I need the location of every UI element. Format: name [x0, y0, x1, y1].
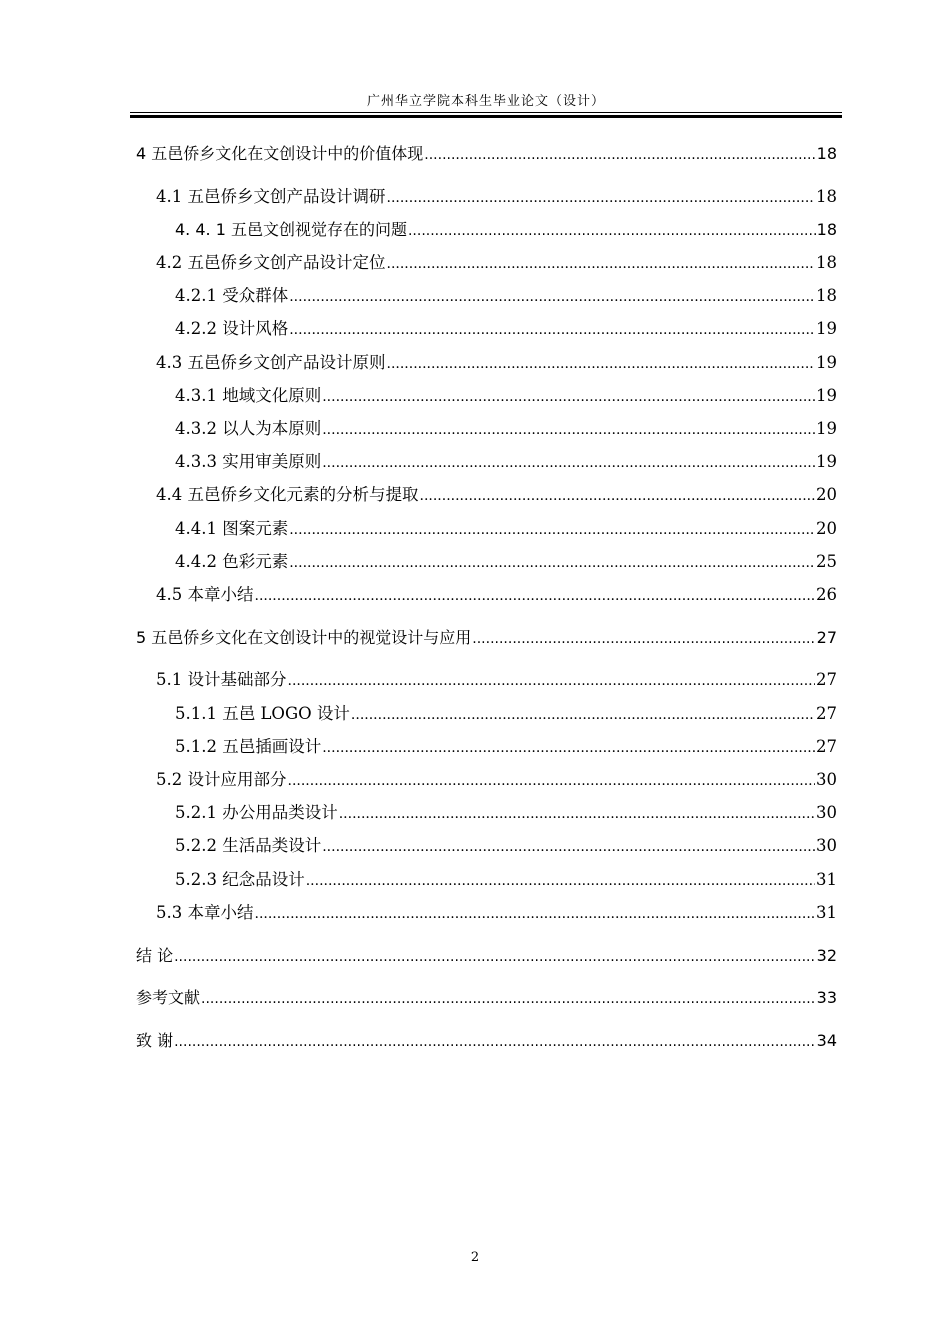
toc-title: 5.1.1 五邑 LOGO 设计	[175, 704, 350, 723]
toc-leader	[387, 188, 816, 208]
toc-title: 5.2.1 办公用品类设计	[175, 803, 338, 822]
toc-title: 4.4 五邑侨乡文化元素的分析与提取	[156, 485, 419, 504]
toc-leader	[387, 354, 816, 374]
toc-page: 18	[816, 144, 837, 163]
toc-page: 33	[816, 988, 837, 1007]
toc-page: 25	[816, 552, 837, 571]
toc-title: 结 论	[136, 946, 174, 965]
toc-title: 4.4.2 色彩元素	[175, 552, 289, 571]
toc-title: 参考文献	[136, 988, 201, 1007]
toc-page: 18	[816, 253, 837, 272]
toc-leader	[255, 904, 816, 924]
toc-entry-4-2[interactable]	[156, 253, 837, 274]
toc-entry-5-1-1[interactable]	[175, 704, 837, 725]
toc-title: 5 五邑侨乡文化在文创设计中的视觉设计与应用	[136, 628, 472, 647]
toc-title: 4. 4. 1 五邑文创视觉存在的问题	[175, 220, 407, 239]
toc-title: 5.1 设计基础部分	[156, 670, 287, 689]
toc-leader	[339, 804, 815, 824]
toc-page: 27	[816, 670, 837, 689]
toc-page: 27	[816, 737, 837, 756]
toc-entry-4-3-3[interactable]	[175, 452, 837, 473]
toc-leader	[420, 486, 816, 506]
toc-title: 5.2 设计应用部分	[156, 770, 287, 789]
toc-entry-acknowledgements[interactable]	[136, 1031, 837, 1052]
toc-leader	[408, 221, 816, 241]
toc-title: 4.3.2 以人为本原则	[175, 419, 322, 438]
toc-page: 30	[816, 803, 837, 822]
toc-leader	[289, 287, 815, 307]
toc-title: 致 谢	[136, 1031, 174, 1050]
toc-entry-4-2-2[interactable]	[175, 319, 837, 340]
running-header: 广州华立学院本科生毕业论文（设计）	[366, 94, 605, 109]
toc-entry-4-2-1[interactable]	[175, 286, 837, 307]
toc-title: 4.3.3 实用审美原则	[175, 452, 322, 471]
toc-leader	[322, 738, 815, 758]
toc-page: 20	[816, 485, 837, 504]
toc-title: 4.3.1 地域文化原则	[175, 386, 322, 405]
toc-entry-4-5[interactable]	[156, 585, 837, 606]
toc-entry-4-4-2[interactable]	[175, 552, 837, 573]
toc-leader	[472, 629, 815, 649]
toc-title: 5.1.2 五邑插画设计	[175, 737, 322, 756]
toc-leader	[351, 705, 815, 725]
toc-leader	[424, 145, 815, 165]
toc-page: 27	[816, 628, 837, 647]
toc-leader	[255, 586, 816, 606]
toc-page: 30	[816, 770, 837, 789]
toc-page: 18	[816, 286, 837, 305]
toc-page: 19	[816, 353, 837, 372]
toc-title: 5.3 本章小结	[156, 903, 254, 922]
toc-entry-4-4[interactable]	[156, 485, 837, 506]
toc-title: 4.3 五邑侨乡文创产品设计原则	[156, 353, 386, 372]
toc-leader	[322, 420, 815, 440]
toc-entry-5-2-3[interactable]	[175, 870, 837, 891]
toc-page: 20	[816, 519, 837, 538]
toc-entry-4-3-1[interactable]	[175, 386, 837, 407]
toc-title: 4.1 五邑侨乡文创产品设计调研	[156, 187, 386, 206]
toc-page: 19	[816, 419, 837, 438]
toc-page: 31	[816, 870, 837, 889]
toc-title: 5.2.2 生活品类设计	[175, 836, 322, 855]
toc-page: 18	[816, 187, 837, 206]
toc-leader	[288, 771, 816, 791]
toc-page: 32	[816, 946, 837, 965]
toc-entry-4-3-2[interactable]	[175, 419, 837, 440]
toc-title: 4.2.1 受众群体	[175, 286, 289, 305]
toc-page: 26	[816, 585, 837, 604]
toc-entry-5-2-2[interactable]	[175, 836, 837, 857]
toc-leader	[322, 837, 815, 857]
toc-page: 31	[816, 903, 837, 922]
toc-page: 19	[816, 452, 837, 471]
toc-page: 30	[816, 836, 837, 855]
toc-leader	[322, 387, 815, 407]
toc-page: 18	[816, 220, 837, 239]
toc-title: 4 五邑侨乡文化在文创设计中的价值体现	[136, 144, 424, 163]
toc-entry-4-3[interactable]	[156, 353, 837, 374]
toc-title: 5.2.3 纪念品设计	[175, 870, 305, 889]
toc-entry-chapter-4[interactable]	[136, 144, 837, 165]
toc-leader	[322, 453, 815, 473]
page-number: 2	[470, 1250, 480, 1265]
toc-entry-references[interactable]	[136, 988, 837, 1009]
toc-leader	[201, 989, 816, 1009]
toc-title: 4.2.2 设计风格	[175, 319, 289, 338]
header-rule-thin	[130, 112, 842, 113]
header-rule-thick	[130, 115, 842, 118]
toc-leader	[387, 254, 816, 274]
toc-page: 27	[816, 704, 837, 723]
toc-entry-4-4-1[interactable]	[175, 519, 837, 540]
toc-entry-5-1[interactable]	[156, 670, 837, 691]
toc-leader	[174, 1032, 816, 1052]
toc-leader	[289, 553, 815, 573]
toc-title: 4.5 本章小结	[156, 585, 254, 604]
toc-entry-5-2[interactable]	[156, 770, 837, 791]
toc-page: 34	[816, 1031, 837, 1050]
toc-page: 19	[816, 386, 837, 405]
toc-title: 4.4.1 图案元素	[175, 519, 289, 538]
toc-leader	[174, 947, 816, 967]
toc-page: 19	[816, 319, 837, 338]
toc-entry-conclusion[interactable]	[136, 946, 837, 967]
toc-leader	[289, 320, 815, 340]
toc-entry-4-1[interactable]	[156, 187, 837, 208]
toc-entry-5-3[interactable]	[156, 903, 837, 924]
toc-entry-chapter-5[interactable]	[136, 628, 837, 649]
toc-entry-5-1-2[interactable]	[175, 737, 837, 758]
toc-leader	[289, 520, 815, 540]
toc-entry-4-4-1-issues[interactable]	[175, 220, 837, 241]
toc-entry-5-2-1[interactable]	[175, 803, 837, 824]
toc-leader	[288, 671, 816, 691]
toc-title: 4.2 五邑侨乡文创产品设计定位	[156, 253, 386, 272]
toc-leader	[306, 871, 815, 891]
